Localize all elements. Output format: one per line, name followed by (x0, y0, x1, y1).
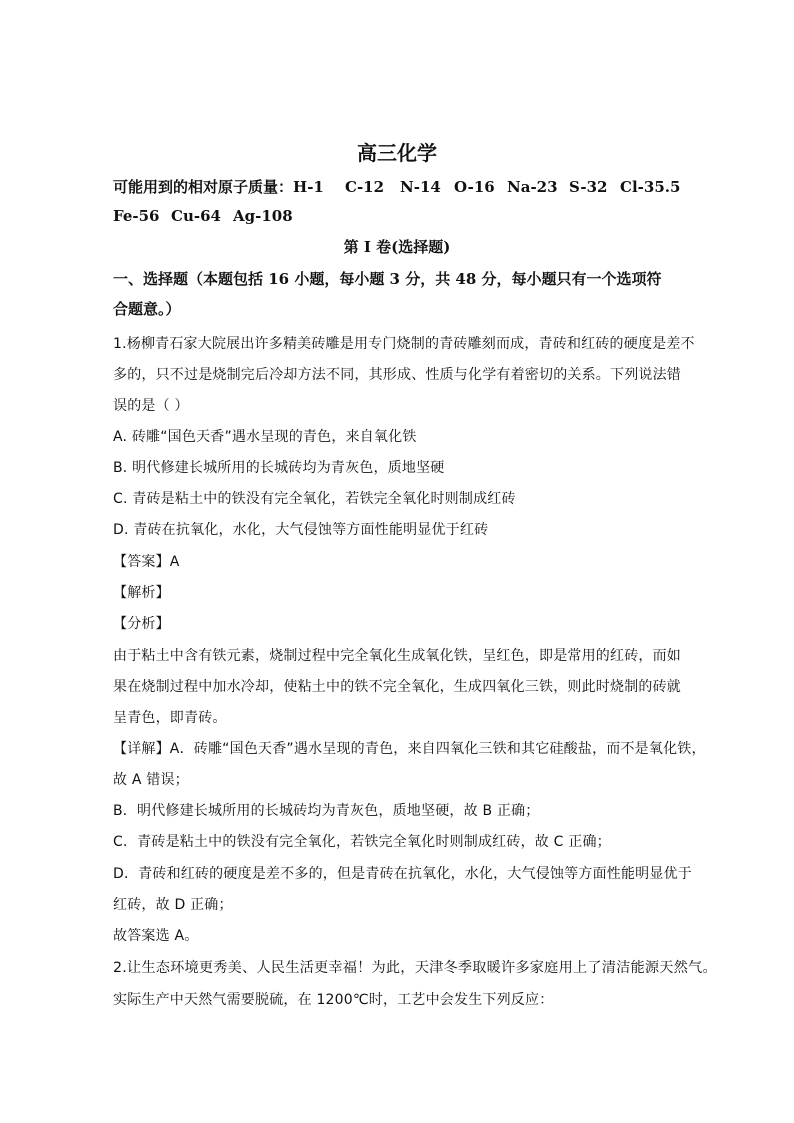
q1-option-a: A. 砖雕“国色天香”遇水呈现的青色，来自氧化铁 (113, 429, 417, 445)
q1-analysis-label: 【解析】 (113, 585, 170, 601)
q1-detail-line: 红砖，故 D 正确； (113, 897, 233, 913)
atomic-mass-label: 可能用到的相对原子质量： (113, 178, 294, 196)
atomic-mass-line-2 (113, 207, 293, 225)
q1-detail-line: B．明代修建长城所用的长城砖均为青灰色，质地坚硬，故 B 正确； (113, 803, 540, 819)
q1-option-d: D. 青砖在抗氧化，水化，大气侵蚀等方面性能明显优于红砖 (113, 522, 489, 538)
part-title: 一、选择题（本题包括 16 小题，每小题 3 分，共 48 分，每小题只有一个选项符 (113, 270, 662, 288)
q1-stem-line: 误的是（ ） (113, 398, 189, 414)
atomic-mass-item: Ag-108 (233, 207, 293, 225)
q1-answer: 【答案】A (113, 554, 180, 570)
q1-detail-line: C．青砖是粘土中的铁没有完全氧化，若铁完全氧化时则制成红砖，故 C 正确； (113, 834, 611, 850)
q1-stem-line: 多的，只不过是烧制完后冷却方法不同，其形成、性质与化学有着密切的关系。下列说法错 (113, 367, 681, 383)
q1-detail-line: 故 A 错误； (113, 772, 189, 788)
q1-fenxi-label: 【分析】 (113, 616, 170, 632)
q1-option-c: C. 青砖是粘土中的铁没有完全氧化，若铁完全氧化时则制成红砖 (113, 491, 516, 507)
section-title: 第 I 卷(选择题) (343, 238, 451, 256)
q2-stem-line: 2.让生态环境更秀美、人民生活更幸福！为此，天津冬季取暖许多家庭用上了清洁能源天然气。 (113, 960, 717, 976)
atomic-mass-item: Cu-64 (171, 207, 221, 225)
part-title-cont: 合题意。） (113, 300, 181, 318)
atomic-mass-item: H-1 (293, 178, 324, 196)
q1-fenxi-line: 呈青色，即青砖。 (113, 710, 227, 726)
q1-option-b: B. 明代修建长城所用的长城砖均为青灰色，质地坚硬 (113, 460, 445, 476)
q1-fenxi-line: 果在烧制过程中加水冷却，使粘土中的铁不完全氧化，生成四氧化三铁，则此时烧制的砖就 (113, 679, 681, 695)
atomic-mass-item: N-14 (400, 178, 441, 196)
page-title: 高三化学 (357, 141, 437, 165)
q1-detail-line: 故答案选 A。 (113, 928, 199, 944)
atomic-mass-item: O-16 (454, 178, 495, 196)
q1-detail-line: D．青砖和红砖的硬度是差不多的，但是青砖在抗氧化，水化，大气侵蚀等方面性能明显优于 (113, 866, 692, 882)
q2-stem-line: 实际生产中天然气需要脱硫，在 1200℃时，工艺中会发生下列反应： (113, 992, 554, 1008)
atomic-mass-item: Fe-56 (113, 207, 160, 225)
atomic-mass-item: Na-23 (507, 178, 558, 196)
q1-detail-line: 【详解】A．砖雕“国色天香”遇水呈现的青色，来自四氧化三铁和其它硅酸盐，而不是氧化铁， (113, 741, 706, 757)
q1-fenxi-line: 由于粘土中含有铁元素，烧制过程中完全氧化生成氧化铁，呈红色，即是常用的红砖，而如 (113, 648, 681, 664)
atomic-mass-line-1 (113, 176, 680, 197)
atomic-mass-item: C-12 (345, 178, 385, 196)
q1-stem-line: 1.杨柳青石家大院展出许多精美砖雕是用专门烧制的青砖雕刻而成，青砖和红砖的硬度是差不 (113, 336, 695, 352)
atomic-mass-item: Cl-35.5 (620, 178, 681, 196)
atomic-mass-item: S-32 (569, 178, 608, 196)
